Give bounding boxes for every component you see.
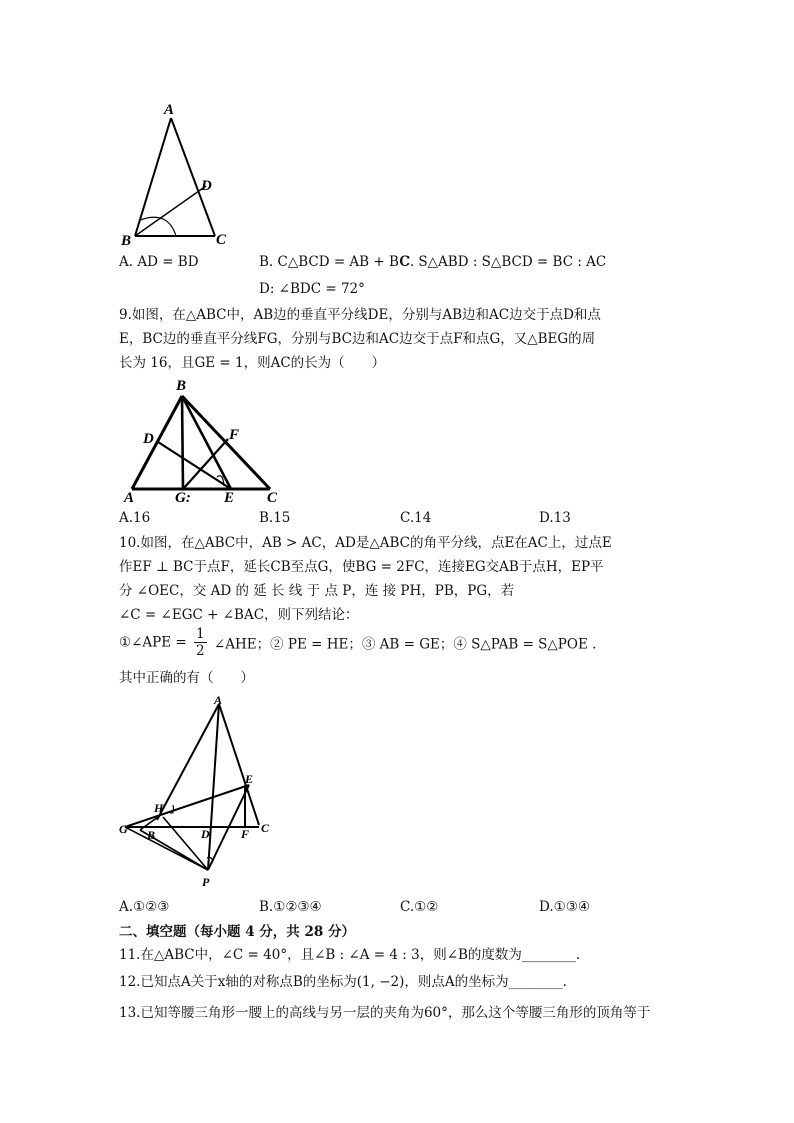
q9-label-g: G: bbox=[175, 490, 191, 506]
q9-option-b[interactable]: B.15 bbox=[259, 510, 291, 526]
q9-label-b: B bbox=[176, 378, 187, 394]
q8-options-row2 bbox=[119, 281, 679, 301]
q10-label-p: P bbox=[202, 875, 210, 889]
q10-text bbox=[119, 531, 679, 627]
q10-label-c: C bbox=[261, 821, 270, 835]
q10-question: 其中正确的有（ ） bbox=[119, 670, 254, 686]
q8-option-d[interactable]: D: ∠BDC = 72° bbox=[259, 281, 365, 297]
q8-label-c: C bbox=[216, 232, 227, 248]
q8-option-c[interactable]: C. S△ABD : S△BCD = BC : AC bbox=[400, 254, 607, 270]
q8-option-a[interactable]: A. AD = BD bbox=[119, 254, 199, 270]
q10-figure bbox=[115, 692, 280, 892]
q10-line-3: 分 ∠OEC，交 AD 的 延 长 线 于 点 P，连 接 PH，PB，PG，若 bbox=[119, 583, 515, 599]
q8-label-b: B bbox=[121, 233, 132, 249]
q9-label-a: A bbox=[124, 490, 135, 506]
q10-frac-den: 2 bbox=[196, 643, 205, 659]
q10-label-e: E bbox=[245, 772, 254, 786]
q10-conclusions bbox=[119, 626, 596, 666]
section2-heading: 二、填空题（每小题 4 分，共 28 分） bbox=[119, 924, 355, 940]
q10-line-4: ∠C = ∠EGC + ∠BAC，则下列结论： bbox=[119, 607, 359, 623]
q10-option-c[interactable]: C.①② bbox=[400, 899, 439, 915]
q10-conclusion-pre: ①∠APE = bbox=[119, 634, 187, 651]
q12-text: 12.已知点A关于x轴的对称点B的坐标为(1, −2)，则点A的坐标为________. bbox=[119, 974, 567, 990]
q10-option-d[interactable]: D.①③④ bbox=[539, 899, 590, 915]
q13-text: 13.已知等腰三角形一腰上的高线与另一层的夹角为60°，那么这个等腰三角形的顶角等于 bbox=[119, 1005, 651, 1021]
q10-label-a: A bbox=[214, 693, 223, 707]
q10-fraction bbox=[194, 626, 207, 659]
q9-option-d[interactable]: D.13 bbox=[539, 510, 571, 526]
q9-option-a[interactable]: A.16 bbox=[119, 510, 151, 526]
q10-conclusion-post: ∠AHE；② PE = HE；③ AB = GE；④ S△PAB = S△POE . bbox=[213, 636, 597, 653]
q8-option-b[interactable]: B. C△BCD = AB + BC bbox=[259, 254, 410, 270]
q8-label-a: A bbox=[164, 102, 175, 118]
q10-label-h: H bbox=[154, 801, 164, 815]
q9-figure bbox=[120, 376, 290, 506]
q9-label-e: E bbox=[224, 490, 235, 506]
q10-option-b[interactable]: B.①②③④ bbox=[259, 899, 322, 915]
q9-label-d: D bbox=[143, 431, 154, 447]
q8-figure bbox=[118, 98, 248, 250]
q8-options-row1 bbox=[119, 254, 679, 274]
q9-label-f: F bbox=[229, 427, 240, 443]
q10-options bbox=[119, 899, 679, 919]
q10-line-1: 10.如图，在△ABC中，AB > AC，AD是△ABC的角平分线，点E在AC上，过点E bbox=[119, 535, 612, 551]
q11-text: 11.在△ABC中，∠C = 40°，且∠B : ∠A = 4 : 3，则∠B的度数为________. bbox=[119, 947, 581, 963]
q10-label-d: D bbox=[201, 827, 210, 841]
q10-option-a[interactable]: A.①②③ bbox=[119, 899, 170, 915]
q10-frac-num: 1 bbox=[196, 626, 205, 642]
q9-option-c[interactable]: C.14 bbox=[400, 510, 432, 526]
q9-options bbox=[119, 510, 679, 530]
q9-line-1: 9.如图，在△ABC中，AB边的垂直平分线DE，分别与AB边和AC边交于点D和点 bbox=[119, 307, 601, 323]
q9-text bbox=[119, 303, 679, 375]
q10-label-g: G bbox=[119, 822, 128, 836]
q9-label-c: C bbox=[267, 490, 278, 506]
q9-line-3: 长为 16，且GE = 1，则AC的长为（ ） bbox=[119, 355, 386, 371]
q9-line-2: E，BC边的垂直平分线FG，分别与BC边和AC边交于点F和点G，又△BEG的周 bbox=[119, 331, 596, 347]
q10-label-b: B bbox=[147, 828, 156, 842]
q10-line-2: 作EF ⊥ BC于点F，延长CB至点G，使BG = 2FC，连接EG交AB于点H，EP平 bbox=[119, 559, 604, 575]
q8-label-d: D bbox=[201, 178, 212, 194]
q10-label-f: F bbox=[241, 827, 250, 841]
